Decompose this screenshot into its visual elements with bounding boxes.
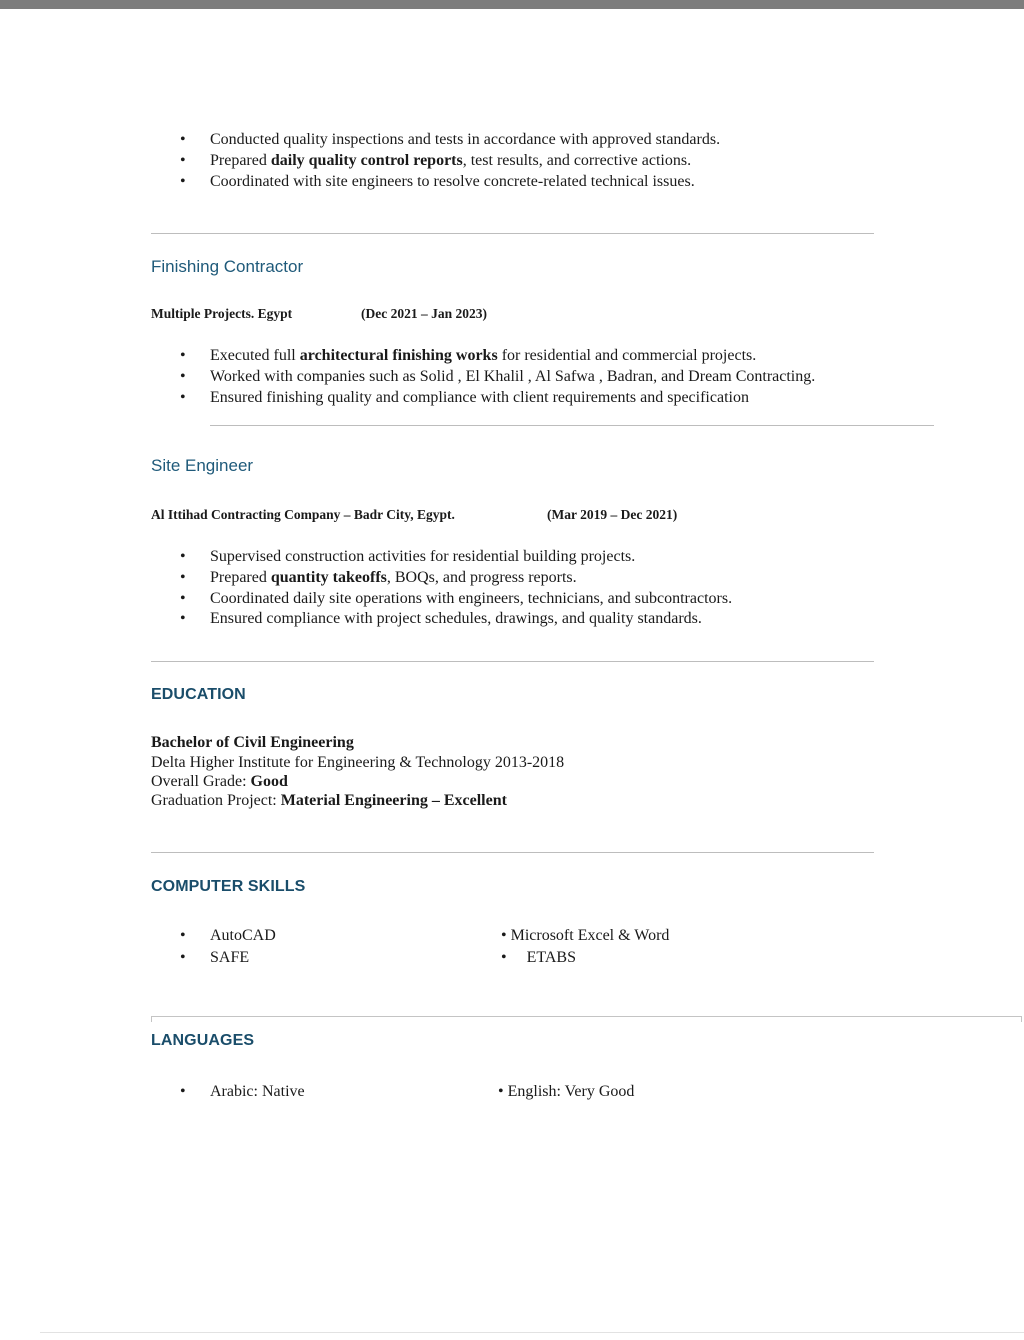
bullet-icon: • xyxy=(180,131,186,148)
bullet-icon: • xyxy=(180,589,186,607)
company-name: Multiple Projects. Egypt xyxy=(151,306,293,321)
previous-job-bullets xyxy=(151,130,720,192)
section-divider xyxy=(151,661,874,662)
section-divider xyxy=(151,233,874,234)
language-item: • Arabic: Native xyxy=(180,1083,305,1100)
bullet-icon: • xyxy=(180,568,186,586)
list-item: • Worked with companies such as Solid , El Khalil , Al Safwa , Badran, and Dream Contracting. xyxy=(151,367,815,388)
divider-edge xyxy=(1021,1016,1022,1022)
list-item: • Ensured finishing quality and compliance with client requirements and specification xyxy=(151,388,815,409)
computer-skills-heading: COMPUTER SKILLS xyxy=(151,878,306,895)
languages-heading: LANGUAGES xyxy=(151,1032,255,1049)
list-item: • Ensured compliance with project schedules, drawings, and quality standards. xyxy=(151,609,732,630)
skill-item: • SAFE xyxy=(180,949,250,966)
job-meta-finishing xyxy=(151,306,487,322)
site-engineer-bullets xyxy=(151,547,732,630)
section-divider xyxy=(151,852,874,853)
section-divider xyxy=(210,425,934,426)
education-heading: EDUCATION xyxy=(151,686,246,703)
company-name: Al Ittihad Contracting Company – Badr City, Egypt. xyxy=(151,507,455,522)
list-item: • Coordinated daily site operations with engineers, technicians, and subcontractors. xyxy=(151,589,732,610)
project-line: Graduation Project: Material Engineering – Excellent xyxy=(151,792,507,809)
grade-line: Overall Grade: Good xyxy=(151,773,288,790)
job-title-finishing: Finishing Contractor xyxy=(151,257,304,276)
bullet-icon: • xyxy=(180,1083,186,1100)
finishing-bullets xyxy=(151,346,815,408)
bullet-icon: • xyxy=(180,927,186,944)
language-item: • English: Very Good xyxy=(498,1083,635,1100)
list-item: • Prepared quantity takeoffs, BOQs, and progress reports. xyxy=(151,568,732,589)
skill-item: • ETABS xyxy=(501,949,576,966)
bullet-icon: • xyxy=(180,151,186,169)
section-divider xyxy=(151,1016,1022,1017)
bullet-icon: • xyxy=(180,367,186,385)
bullet-icon: • xyxy=(180,172,186,190)
page-bottom-edge xyxy=(40,1332,1024,1333)
skill-item: • Microsoft Excel & Word xyxy=(501,927,670,944)
bullet-icon: • xyxy=(180,388,186,406)
bullet-icon: • xyxy=(180,949,186,966)
bullet-icon: • xyxy=(180,548,186,565)
job-meta-site-engineer xyxy=(151,507,678,523)
skill-item: • AutoCAD xyxy=(180,927,276,944)
list-item: • Conducted quality inspections and tests in accordance with approved standards. xyxy=(151,130,720,151)
institute-line: Delta Higher Institute for Engineering & Technology 2013-2018 xyxy=(151,754,565,771)
bullet-icon: • xyxy=(180,347,186,364)
list-item: • Supervised construction activities for residential building projects. xyxy=(151,547,732,568)
job-dates: (Mar 2019 – Dec 2021) xyxy=(547,507,678,522)
bullet-icon: • xyxy=(180,610,186,628)
viewer-top-bar xyxy=(0,0,1024,9)
job-dates: (Dec 2021 – Jan 2023) xyxy=(361,306,487,321)
divider-edge xyxy=(151,1016,152,1022)
job-title-site-engineer: Site Engineer xyxy=(151,456,254,475)
list-item: • Coordinated with site engineers to resolve concrete-related technical issues. xyxy=(151,172,720,193)
list-item: • Prepared daily quality control reports, test results, and corrective actions. xyxy=(151,151,720,172)
list-item: • Executed full architectural finishing works for residential and commercial projects. xyxy=(151,346,815,367)
degree-title: Bachelor of Civil Engineering xyxy=(151,734,354,751)
